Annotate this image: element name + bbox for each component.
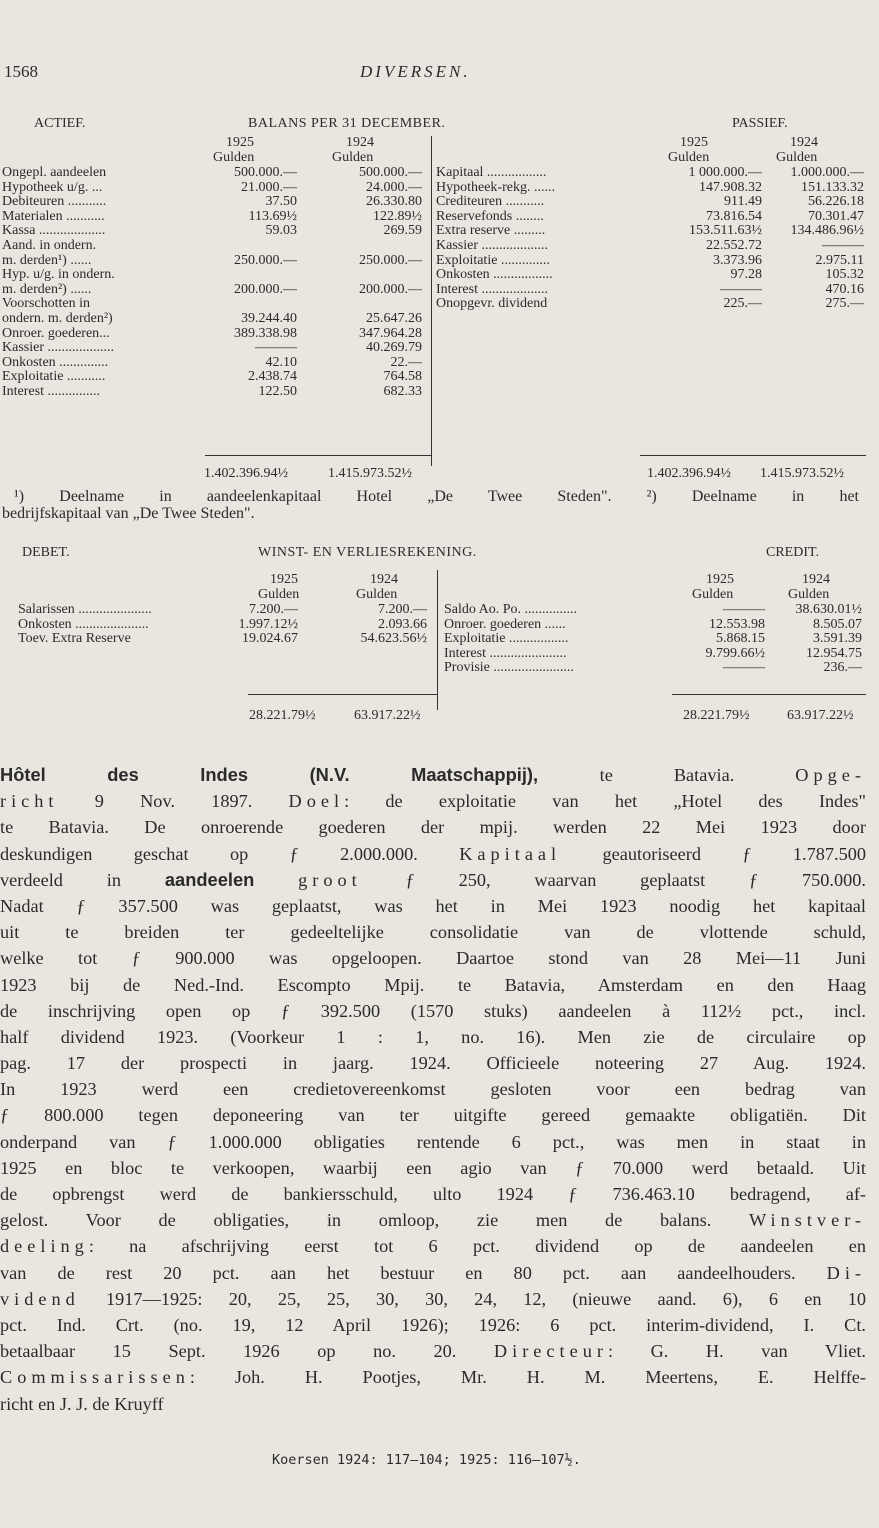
text-run: : Joh. H. Pootjes, Mr. H. M. Meertens, E. Helffe- xyxy=(189,1367,866,1388)
value-1925: 22.552.72 xyxy=(706,237,762,253)
row-label: Onroer. goederen ...... xyxy=(444,616,566,632)
article-line xyxy=(0,1286,866,1312)
actief-total-1924: 1.415.973.52½ xyxy=(328,466,412,481)
row-label: Interest ................... xyxy=(436,281,548,297)
pl-title: WINST- EN VERLIESREKENING. xyxy=(258,545,477,560)
row-label: Hypotheek u/g. ... xyxy=(2,179,103,195)
table-row xyxy=(436,297,866,312)
value-1925: 250.000.— xyxy=(234,252,297,268)
value-1925: 147.908.32 xyxy=(699,179,762,195)
table-row xyxy=(436,224,866,239)
value-1925: 1.997.12½ xyxy=(238,616,298,632)
keyword-spaced: Kapitaal xyxy=(459,843,562,864)
row-label: Debiteuren ........... xyxy=(2,194,107,210)
text-run: ƒ 250, waarvan geplaatst ƒ 750.000. xyxy=(361,869,866,890)
value-1924: 122.89½ xyxy=(373,208,422,224)
text-run: pct. Ind. Crt. (no. 19, 12 April 1926); 1926: 6 pct. interim-dividend, I. Ct. xyxy=(0,1314,866,1335)
value-1925: 3.373.96 xyxy=(713,252,762,268)
article-line xyxy=(0,1155,866,1181)
row-label: Onkosten ................. xyxy=(436,267,553,283)
keyword-bold: aandeelen xyxy=(164,868,255,890)
table-row xyxy=(436,166,866,181)
credit-title: CREDIT. xyxy=(766,545,820,560)
row-label: Kassa ................... xyxy=(2,223,106,239)
article-line xyxy=(0,1233,866,1259)
value-1925: ——— xyxy=(723,660,765,676)
value-1925: ——— xyxy=(720,281,762,297)
row-label: ondern. m. derden²) xyxy=(2,310,113,326)
company-name: Hôtel des Indes (N.V. Maatschappij), xyxy=(0,764,600,785)
unit-a2: Gulden xyxy=(332,150,374,165)
value-1924: 25.647.26 xyxy=(366,310,422,326)
text-run: 1925 en bloc te verkoopen, waarbij een agio van ƒ 70.000 werd betaald. Uit xyxy=(0,1157,866,1178)
year-1925-p: 1925 xyxy=(680,135,708,150)
row-label: Interest ............... xyxy=(2,383,100,399)
pl-unit-c1: Gulden xyxy=(692,587,734,602)
value-1924: 1.000.000.— xyxy=(790,165,864,180)
pl-divider xyxy=(437,570,438,710)
table-row xyxy=(444,647,866,662)
value-1925: 7.200.— xyxy=(249,602,298,617)
value-1924: 56.226.18 xyxy=(808,194,864,210)
article-line xyxy=(0,1364,866,1390)
keyword-spaced: richt xyxy=(0,791,59,812)
value-1925: 389.338.98 xyxy=(234,325,297,341)
value-1924: 22.— xyxy=(390,354,422,370)
row-label: Onroer. goederen... xyxy=(2,325,110,341)
article-line xyxy=(0,814,866,840)
value-1924: 12.954.75 xyxy=(806,645,862,661)
value-1925: 500.000.— xyxy=(234,165,297,180)
value-1924: 26.330.80 xyxy=(366,194,422,210)
value-1924: ——— xyxy=(822,237,864,253)
table-row xyxy=(436,181,866,196)
value-1924: 7.200.— xyxy=(378,602,427,617)
debet-table xyxy=(18,603,433,647)
value-1925: ——— xyxy=(723,602,765,617)
text-run: welke tot ƒ 900.000 was opgeloopen. Daartoe stond van 28 Mei—11 Juni xyxy=(0,948,866,969)
keyword-spaced: Opge- xyxy=(795,765,866,785)
unit-p1: Gulden xyxy=(668,150,710,165)
value-1924: 2.093.66 xyxy=(378,616,427,632)
debet-total-1924: 63.917.22½ xyxy=(354,708,421,723)
keyword-spaced: Directeur xyxy=(493,1341,608,1362)
article-line xyxy=(0,972,866,998)
table-row xyxy=(2,385,427,400)
table-row xyxy=(2,210,427,225)
row-label: Onkosten ..................... xyxy=(18,616,149,632)
text-run: van de rest 20 pct. aan het bestuur en 80 pct. aan aandeelhouders. xyxy=(0,1262,827,1283)
value-1925: 5.868.15 xyxy=(716,631,765,647)
value-1924: 236.— xyxy=(823,660,862,676)
table-row xyxy=(444,661,866,676)
article-line xyxy=(0,762,866,788)
value-1925: 200.000.— xyxy=(234,281,297,297)
value-1924: 250.000.— xyxy=(359,252,422,268)
row-label: Exploitatie ................. xyxy=(444,631,569,647)
row-label: Ongepl. aandeelen xyxy=(2,165,107,180)
actief-table xyxy=(2,166,427,400)
article-line xyxy=(0,945,866,971)
table-row xyxy=(2,327,427,342)
keyword-spaced: Doel xyxy=(288,791,345,812)
article-line xyxy=(0,867,866,893)
value-1924: 500.000.— xyxy=(359,165,422,180)
table-row xyxy=(444,603,866,618)
article-line xyxy=(0,1050,866,1076)
table-row xyxy=(18,603,433,618)
keyword-spaced: Winstver- xyxy=(749,1210,866,1231)
text-run: betaalbaar 15 Sept. 1926 op no. 20. xyxy=(0,1341,494,1362)
value-1924: 470.16 xyxy=(825,281,864,297)
value-1924: 347.964.28 xyxy=(359,325,422,341)
article-line xyxy=(0,1181,866,1207)
row-label: Aand. in ondern. xyxy=(2,237,97,253)
text-run: ƒ 800.000 tegen deponeering van ter uitgifte gereed gemaakte obligatiën. Dit xyxy=(0,1105,866,1126)
article-line xyxy=(0,919,866,945)
actief-total-rule xyxy=(205,455,432,456)
value-1924: 134.486.96½ xyxy=(790,223,864,239)
row-label: Extra reserve ......... xyxy=(436,223,546,239)
article-line xyxy=(0,1207,866,1233)
keyword-spaced: Di- xyxy=(826,1262,866,1283)
credit-total-rule xyxy=(672,694,866,695)
value-1925: 122.50 xyxy=(258,383,297,399)
table-row xyxy=(2,268,427,283)
keyword-spaced: Commissarissen xyxy=(0,1367,190,1388)
pl-unit-d1: Gulden xyxy=(258,587,300,602)
value-1925: ——— xyxy=(255,340,297,356)
text-run: deskundigen geschat op ƒ 2.000.000. xyxy=(0,843,460,864)
value-1925: 73.816.54 xyxy=(706,208,762,224)
table-row xyxy=(2,254,427,269)
value-1924: 105.32 xyxy=(825,267,864,283)
article-line xyxy=(0,1260,866,1286)
table-row xyxy=(2,239,427,254)
text-run: onderpand van ƒ 1.000.000 obligaties rentende 6 pct., was men in staat in xyxy=(0,1131,866,1152)
text-run: In 1923 werd een credietovereenkomst gesloten voor een bedrag van xyxy=(0,1079,866,1100)
value-1925: 12.553.98 xyxy=(709,616,765,632)
value-1924: 200.000.— xyxy=(359,281,422,297)
value-1924: 8.505.07 xyxy=(813,616,862,632)
row-label: m. derden²) ...... xyxy=(2,281,92,297)
text-run: te Batavia. xyxy=(599,765,796,785)
table-row xyxy=(18,632,433,647)
row-label: Toev. Extra Reserve xyxy=(18,631,131,647)
value-1925: 9.799.66½ xyxy=(705,645,765,661)
footnote-line-1: ¹) Deelname in aandeelenkapitaal Hotel „De Twee Steden". ²) Deelname in het xyxy=(14,488,859,505)
table-row xyxy=(436,283,866,298)
row-label: Kassier ................... xyxy=(436,237,548,253)
text-run: Nadat ƒ 357.500 was geplaatst, was het in Mei 1923 noodig het kapitaal xyxy=(0,895,866,916)
article-line xyxy=(0,1129,866,1155)
value-1925: 225.— xyxy=(723,296,762,312)
article-line xyxy=(0,893,866,919)
text-run: de inschrijving open op ƒ 392.500 (1570 stuks) aandeelen à 112½ pct., incl. xyxy=(0,1000,866,1021)
text-run: gelost. Voor de obligaties, in omloop, zie men de balans. xyxy=(0,1210,749,1231)
year-1924-p: 1924 xyxy=(790,135,818,150)
row-label: Saldo Ao. Po. ............... xyxy=(444,602,578,617)
unit-a1: Gulden xyxy=(213,150,255,165)
row-label: Exploitatie ........... xyxy=(2,369,106,385)
table-row xyxy=(2,356,427,371)
table-row xyxy=(2,370,427,385)
text-run: : na afschrijving eerst tot 6 pct. dividend op de aandeelen en xyxy=(88,1236,866,1257)
credit-total-1924: 63.917.22½ xyxy=(787,708,854,723)
value-1925: 37.50 xyxy=(265,194,297,210)
table-row xyxy=(436,239,866,254)
keyword-spaced: groot xyxy=(298,869,362,890)
value-1924: 269.59 xyxy=(383,223,422,239)
value-1924: 764.58 xyxy=(383,369,422,385)
row-label: Kassier ................... xyxy=(2,340,114,356)
table-row xyxy=(2,341,427,356)
actief-total-1925: 1.402.396.94½ xyxy=(204,466,288,481)
article-line xyxy=(0,841,866,867)
table-row xyxy=(2,224,427,239)
value-1924: 70.301.47 xyxy=(808,208,864,224)
debet-total-1925: 28.221.79½ xyxy=(249,708,316,723)
article-line xyxy=(0,1102,866,1128)
article-line xyxy=(0,1076,866,1102)
row-label: Voorschotten in xyxy=(2,296,91,312)
article-line xyxy=(0,788,866,814)
row-label: Kapitaal ................. xyxy=(436,165,547,180)
value-1924: 38.630.01½ xyxy=(795,602,862,617)
credit-total-1925: 28.221.79½ xyxy=(683,708,750,723)
passief-total-rule xyxy=(640,455,866,456)
balance-title: BALANS PER 31 DECEMBER. xyxy=(248,116,446,131)
value-1924: 40.269.79 xyxy=(366,340,422,356)
keyword-spaced: vidend xyxy=(0,1288,80,1309)
passief-total-1925: 1.402.396.94½ xyxy=(647,466,731,481)
passief-total-1924: 1.415.973.52½ xyxy=(760,466,844,481)
year-1925-a: 1925 xyxy=(226,135,254,150)
table-row xyxy=(2,181,427,196)
row-label: Hypotheek-rekg. ...... xyxy=(436,179,555,195)
value-1925: 911.49 xyxy=(724,194,762,210)
value-1924: 54.623.56½ xyxy=(360,631,427,647)
value-1924: 2.975.11 xyxy=(815,252,864,268)
value-1925: 19.024.67 xyxy=(242,631,298,647)
value-1924: 682.33 xyxy=(383,383,422,399)
article-line xyxy=(0,998,866,1024)
text-run: de opbrengst werd de bankiersschuld, ulto 1924 ƒ 736.463.10 bedragend, af- xyxy=(0,1184,866,1204)
text-run: geautoriseerd ƒ 1.787.500 xyxy=(561,843,866,864)
value-1925: 97.28 xyxy=(730,267,762,283)
pl-unit-d2: Gulden xyxy=(356,587,398,602)
running-head: DIVERSEN. xyxy=(360,62,471,81)
value-1925: 2.438.74 xyxy=(248,369,297,385)
koersen-line: Koersen 1924: 117—104; 1925: 116—107½. xyxy=(272,1452,581,1468)
table-row xyxy=(444,632,866,647)
table-row xyxy=(436,210,866,225)
table-row xyxy=(436,268,866,283)
credit-table xyxy=(444,603,866,676)
value-1925: 59.03 xyxy=(265,223,297,239)
value-1924: 24.000.— xyxy=(366,179,422,195)
table-row xyxy=(2,297,427,312)
article-line xyxy=(0,1024,866,1050)
text-run xyxy=(254,870,298,890)
debet-title: DEBET. xyxy=(22,545,70,560)
row-label: m. derden¹) ...... xyxy=(2,252,92,268)
text-run: te Batavia. De onroerende goederen der mpij. werden 22 Mei 1923 door xyxy=(0,817,866,838)
row-label: Crediteuren ........... xyxy=(436,194,545,210)
pl-year-1925-c: 1925 xyxy=(706,572,734,587)
row-label: Interest ...................... xyxy=(444,645,567,661)
row-label: Materialen ........... xyxy=(2,208,105,224)
article-line xyxy=(0,1312,866,1338)
actief-title: ACTIEF. xyxy=(34,116,86,131)
row-label: Hyp. u/g. in ondern. xyxy=(2,267,115,283)
row-label: Onkosten .............. xyxy=(2,354,109,370)
value-1925: 1 000.000.— xyxy=(688,165,762,180)
row-label: Onopgevr. dividend xyxy=(436,296,548,312)
table-row xyxy=(436,195,866,210)
table-row xyxy=(2,195,427,210)
value-1924: 275.— xyxy=(825,296,864,312)
table-row xyxy=(444,618,866,633)
table-row xyxy=(18,618,433,633)
text-run: 1923 bij de Ned.-Ind. Escompto Mpij. te Batavia, Amsterdam en den Haag xyxy=(0,974,866,995)
row-label: Salarissen ..................... xyxy=(18,602,152,617)
table-row xyxy=(2,283,427,298)
row-label: Exploitatie .............. xyxy=(436,252,550,268)
passief-title: PASSIEF. xyxy=(732,116,788,131)
year-1924-a: 1924 xyxy=(346,135,374,150)
text-run: uit te breiden ter gedeeltelijke consolidatie van de vlottende schuld, xyxy=(0,922,866,943)
table-row xyxy=(436,254,866,269)
pl-year-1925-d: 1925 xyxy=(270,572,298,587)
article-line xyxy=(0,1391,866,1417)
value-1924: 151.133.32 xyxy=(801,179,864,195)
text-run: richt en J. J. de Kruyff xyxy=(0,1393,164,1414)
company-article xyxy=(0,762,866,1417)
keyword-spaced: deeling xyxy=(0,1236,89,1257)
value-1925: 153.511.63½ xyxy=(689,223,762,239)
text-run: verdeeld in xyxy=(0,869,165,890)
value-1925: 113.69½ xyxy=(248,208,297,224)
value-1925: 42.10 xyxy=(265,354,297,370)
debet-total-rule xyxy=(248,694,437,695)
text-run: 9 Nov. 1897. xyxy=(58,791,289,812)
pl-unit-c2: Gulden xyxy=(788,587,830,602)
row-label: Reservefonds ........ xyxy=(436,208,544,224)
table-row xyxy=(2,312,427,327)
balance-divider xyxy=(431,136,432,466)
pl-year-1924-c: 1924 xyxy=(802,572,830,587)
text-run: 1917—1925: 20, 25, 25, 30, 30, 24, 12, (nieuwe aand. 6), 6 en 10 xyxy=(79,1288,866,1309)
text-run: half dividend 1923. (Voorkeur 1 : 1, no. 16). Men zie de circulaire op xyxy=(0,1026,866,1047)
unit-p2: Gulden xyxy=(776,150,818,165)
article-line xyxy=(0,1338,866,1364)
passief-table xyxy=(436,166,866,312)
pl-year-1924-d: 1924 xyxy=(370,572,398,587)
value-1925: 21.000.— xyxy=(241,179,297,195)
row-label: Provisie ....................... xyxy=(444,660,574,676)
page-number: 1568 xyxy=(4,62,38,81)
table-row xyxy=(2,166,427,181)
value-1925: 39.244.40 xyxy=(241,310,297,326)
text-run: : G. H. van Vliet. xyxy=(607,1341,866,1362)
text-run: : de exploitatie van het „Hotel des Indes" xyxy=(344,791,867,812)
value-1924: 3.591.39 xyxy=(813,631,862,647)
footnote-line-2: bedrijfskapitaal van „De Twee Steden". xyxy=(2,505,255,522)
text-run: pag. 17 der prospecti in jaarg. 1924. Officieele noteering 27 Aug. 1924. xyxy=(0,1053,866,1074)
